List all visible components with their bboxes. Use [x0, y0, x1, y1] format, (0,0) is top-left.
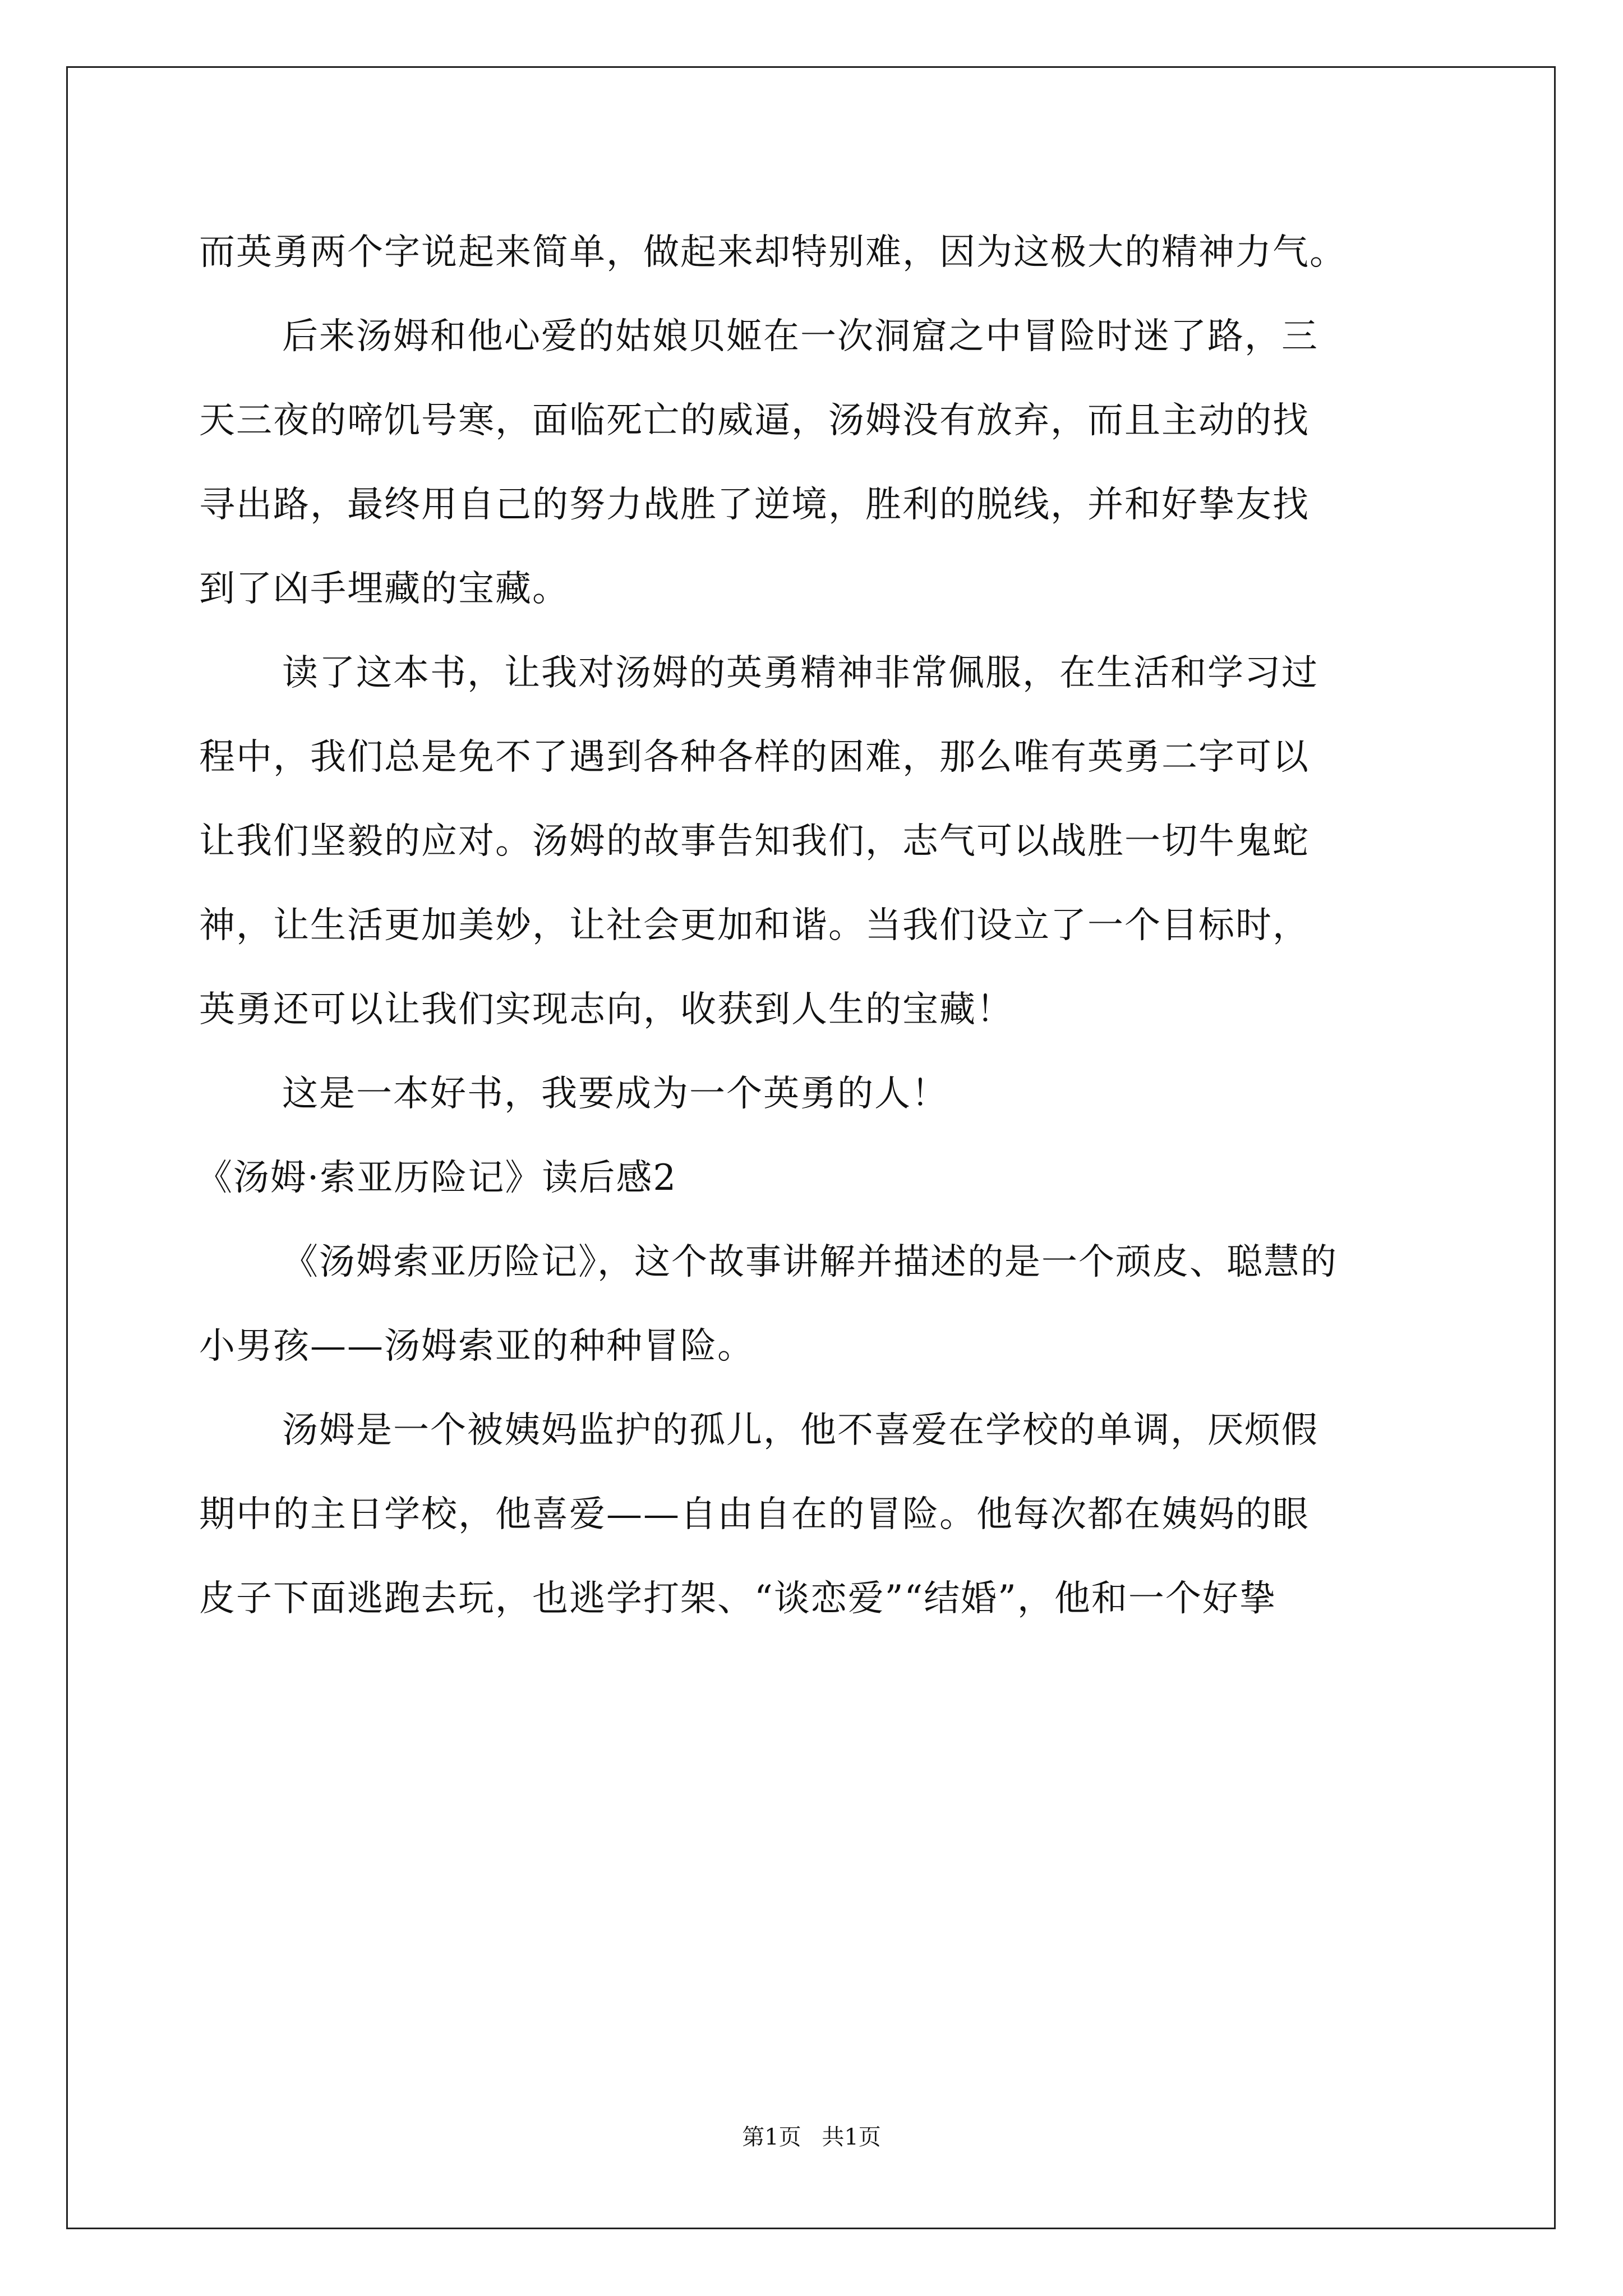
paragraph-line: 英勇还可以让我们实现志向，收获到人生的宝藏！ — [199, 989, 1013, 1030]
paragraph-line: 期中的主日学校，他喜爱——自由自在的冒险。他每次都在姨妈的眼 — [199, 1494, 1310, 1535]
page-number-total: 共1页 — [822, 2124, 881, 2150]
paragraph-line: 小男孩——汤姆索亚的种种冒险。 — [199, 1326, 754, 1367]
paragraph-line: 寻出路，最终用自己的努力战胜了逆境，胜利的脱线，并和好挚友找 — [199, 484, 1310, 526]
paragraph-line: 汤姆是一个被姨妈监护的孤儿，他不喜爱在学校的单调，厌烦假 — [282, 1410, 1318, 1451]
section-heading: 《汤姆·索亚历险记》读后感2 — [196, 1157, 677, 1199]
paragraph-line: 皮子下面逃跑去玩，也逃学打架、“谈恋爱”“结婚”，他和一个好挚 — [199, 1578, 1276, 1619]
paragraph-line: 读了这本书，让我对汤姆的英勇精神非常佩服，在生活和学习过 — [282, 652, 1318, 694]
paragraph-line: 程中，我们总是免不了遇到各种各样的困难，那么唯有英勇二字可以 — [199, 737, 1310, 778]
page-number-current: 第1页 — [742, 2124, 801, 2150]
paragraph-line: 后来汤姆和他心爱的姑娘贝姬在一次洞窟之中冒险时迷了路，三 — [282, 316, 1318, 357]
paragraph-line: 天三夜的啼饥号寒，面临死亡的威逼，汤姆没有放弃，而且主动的找 — [199, 400, 1310, 441]
paragraph-line: 而英勇两个字说起来简单，做起来却特别难，因为这极大的精神力气。 — [199, 232, 1347, 273]
paragraph-line: 让我们坚毅的应对。汤姆的故事告知我们，志气可以战胜一切牛鬼蛇 — [199, 821, 1310, 862]
document-body — [196, 210, 1427, 1641]
paragraph-line: 《汤姆索亚历险记》，这个故事讲解并描述的是一个顽皮、聪慧的 — [282, 1241, 1338, 1283]
paragraph-line: 神，让生活更加美妙，让社会更加和谐。当我们设立了一个目标时， — [199, 905, 1310, 946]
page-footer — [0, 2119, 1623, 2151]
paragraph-line: 到了凶手埋藏的宝藏。 — [199, 568, 569, 610]
paragraph-line: 这是一本好书，我要成为一个英勇的人！ — [282, 1073, 948, 1115]
